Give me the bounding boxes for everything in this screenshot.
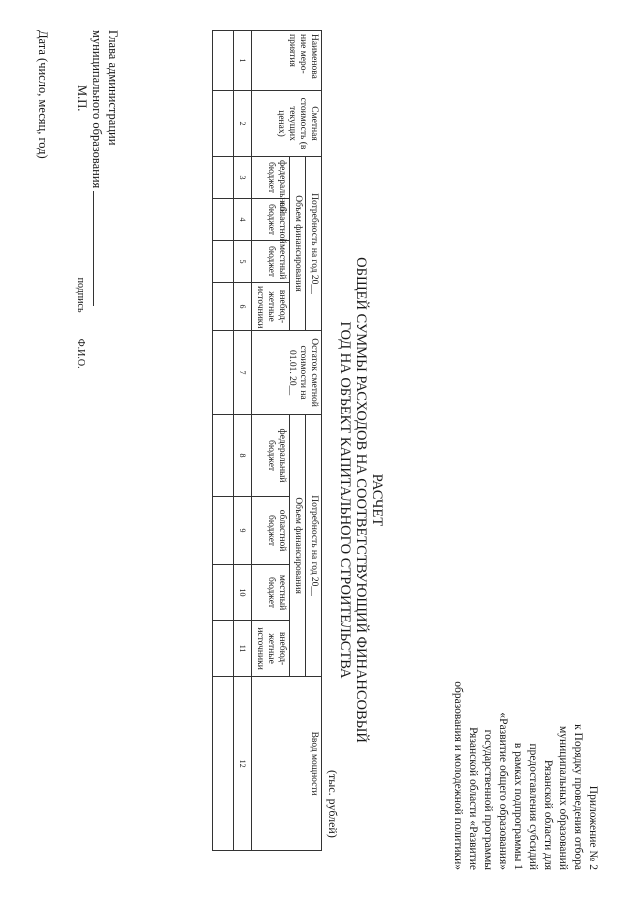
sub-federal: федеральный бюджет [252, 157, 290, 199]
header-funding-1: Объем финансирования [290, 157, 306, 331]
appendix-line: Приложение № 2 [587, 785, 599, 870]
sub-local: местный бюджет [252, 565, 290, 621]
signature-block [73, 30, 120, 590]
table-cell [213, 91, 234, 157]
table-cell [213, 415, 234, 497]
document-title [337, 150, 385, 850]
column-number: 10 [234, 565, 252, 621]
table-header-row [306, 31, 322, 851]
signature-line [93, 191, 105, 306]
head-title-line: Глава администрации [106, 30, 120, 146]
appendix-line: предоставления субсидий [527, 743, 539, 870]
title-line: ГОД НА ОБЪЕКТ КАПИТАЛЬНОГО СТРОИТЕЛЬСТВА [337, 321, 353, 679]
appendix-line: в рамках подпрограммы 1 [512, 742, 524, 870]
stamp-label: М.П. [75, 85, 89, 112]
column-number: 8 [234, 415, 252, 497]
column-number: 6 [234, 283, 252, 331]
table-row [234, 31, 252, 851]
column-number: 4 [234, 199, 252, 241]
date-label: Дата (число, месяц, год) [36, 30, 50, 159]
sub-regional: областной бюджет [252, 199, 290, 241]
appendix-line: к Порядку проведения отбора [572, 724, 584, 870]
header-power: Ввод мощности [252, 677, 322, 851]
sub-extra: внебюд-жетные источники [252, 283, 290, 331]
column-number: 12 [234, 677, 252, 851]
column-number: 11 [234, 621, 252, 677]
appendix-line: государственной программы [482, 729, 494, 870]
fio-label: Ф.И.О. [75, 338, 86, 369]
table-cell [213, 565, 234, 621]
appendix-line: «Развитие общего образования» [497, 712, 509, 870]
table-cell [213, 621, 234, 677]
unit-label: (тыс. рублей) [326, 770, 340, 838]
table-cell [213, 283, 234, 331]
header-remain: Остаток сметной стоимости на 01.01. 20__ [252, 331, 322, 415]
sub-federal: федеральный бюджет [252, 415, 290, 497]
table-cell [213, 331, 234, 415]
column-number: 2 [234, 91, 252, 157]
table-cell [213, 157, 234, 199]
appendix-line: образования и молодежной политики» [452, 681, 464, 870]
column-number: 7 [234, 331, 252, 415]
appendix-line: Рязанской области для [542, 759, 554, 870]
appendix-line: Рязанской области «Развитие [467, 727, 479, 870]
column-number: 1 [234, 31, 252, 91]
appendix-note [450, 660, 600, 870]
table-cell [213, 497, 234, 565]
title-line: РАСЧЕТ [369, 473, 385, 527]
sub-extra: внебюд-жетные источники [252, 621, 290, 677]
head-title-line: муниципального образования [90, 30, 104, 189]
table-row [213, 31, 234, 851]
appendix-line: муниципальных образований [557, 725, 569, 870]
header-name: Наименова ние меро-приятия [252, 31, 322, 91]
sign-label: подпись [75, 277, 86, 313]
column-number: 3 [234, 157, 252, 199]
sub-regional: областной бюджет [252, 497, 290, 565]
header-need-2: Потребность на год 20__ [306, 415, 322, 677]
header-funding-2: Объем финансирования [290, 415, 306, 677]
title-line: ОБЩЕЙ СУММЫ РАСХОДОВ НА СООТВЕТСТВУЮЩИЙ ФИНАНСОВЫЙ [353, 257, 369, 743]
sub-local: местный бюджет [252, 241, 290, 283]
column-number: 5 [234, 241, 252, 283]
header-need-1: Потребность на год 20__ [306, 157, 322, 331]
table-cell [213, 241, 234, 283]
column-number: 9 [234, 497, 252, 565]
table-cell [213, 31, 234, 91]
header-cost: Сметная стоимость (в текущих ценах) [252, 91, 322, 157]
table-cell [213, 199, 234, 241]
calculation-table [212, 30, 322, 851]
table-cell [213, 677, 234, 851]
